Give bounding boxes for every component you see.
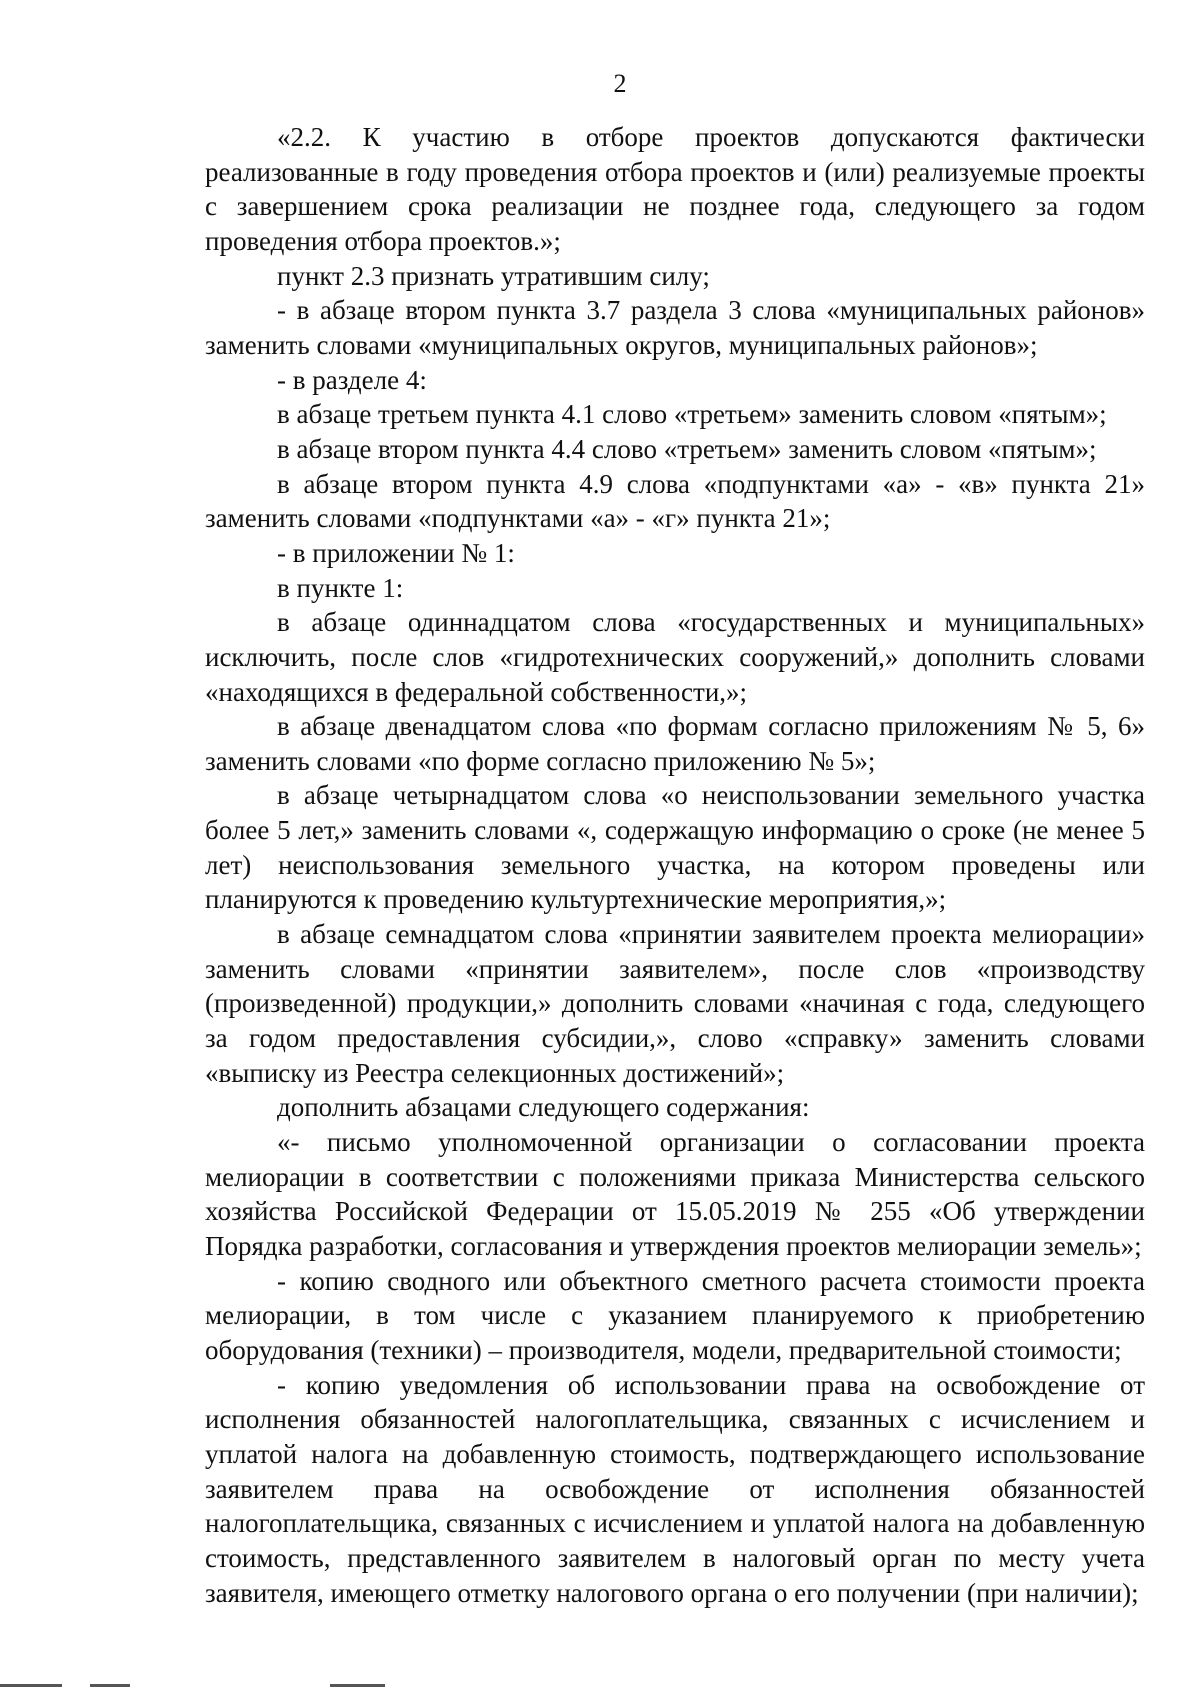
paragraph-item-4-9: в абзаце втором пункта 4.9 слова «подпунктами «а» - «в» пункта 21» заменить словами «подпунктами «а» - «г» пункта 21»; [205,468,1145,534]
document-body [205,120,1145,1610]
paragraph-appendix-1: - в приложении № 1: [277,537,515,568]
paragraph-add-abzacs: дополнить абзацами следующего содержания: [277,1092,810,1123]
paragraph-item-3-7: - в абзаце втором пункта 3.7 раздела 3 слова «муниципальных районов» заменить словами «муниципальных округов, муниципальных районов»; [205,295,1145,360]
paragraph-item-2-3-void: пункт 2.3 признать утратившим силу; [277,260,710,291]
paragraph-eleventh-abzac: в абзаце одиннадцатом слова «государственных и муниципальных» исключить, после слов «гидротехнических сооружений,» дополнить словами «находящихся в федеральной собственности,»; [205,607,1145,707]
scan-artifact-3 [330,1684,385,1687]
paragraph-section-4: - в разделе 4: [277,364,427,395]
paragraph-estimate-copy: - копию сводного или объектного сметного расчета стоимости проекта мелиорации, в том числе с указанием планируемого к приобретению оборудования (техники) – производителя, модели, предварительной стоимости; [205,1265,1145,1365]
page-number: 2 [613,69,627,98]
paragraph-fourteenth-abzac: в абзаце четырнадцатом слова «о неиспользовании земельного участка более 5 лет,» заменить словами «, содержащую информацию о сроке (не менее 5 лет) неиспользования земельного участка, на котором проведены или планируются к проведению культуртехнические мероприятия,»; [205,780,1145,915]
paragraph-seventeenth-abzac: в абзаце семнадцатом слова «принятии заявителем проекта мелиорации» заменить словами «принятии заявителем», после слов «производству (произведенной) продукции,» дополнить словами «начиная с года, следующего за годом предоставления субсидии,», слово «справку» заменить словами «выписку из Реестра селекционных достижений»; [205,919,1145,1088]
paragraph-2-2: «2.2. К участию в отборе проектов допускаются фактически реализованные в году проведения отбора проектов и (или) реализуемые проекты с завершением срока реализации не позднее года, следующего за годом проведения отбора проектов.»; [205,122,1145,256]
paragraph-notification-copy: - копию уведомления об использовании права на освобождение от исполнения обязанностей налогоплательщика, связанных с исчислением и уплатой налога на добавленную стоимость, подтверждающего использование заявителем права на освобождение от исполнения обязанностей налогоплательщика, связанных с исчислением и уплатой налога на добавленную стоимость, представленного заявителем в налоговый орган по месту учета заявителя, имеющего отметку налогового органа о его получении (при наличии); [205,1369,1145,1608]
paragraph-letter-organization: «- письмо уполномоченной организации о согласовании проекта мелиорации в соответствии с положениями приказа Министерства сельского хозяйства Российской Федерации от 15.05.2019 № 255 «Об утверждении Порядка разработки, согласования и утверждения проектов мелиорации земель»; [205,1127,1145,1261]
paragraph-item-4-4: в абзаце втором пункта 4.4 слово «третьем» заменить словом «пятым»; [277,433,1097,464]
paragraph-appendix-item-1: в пункте 1: [277,572,404,603]
scan-artifact-1 [0,1684,62,1687]
paragraph-item-4-1: в абзаце третьем пункта 4.1 слово «третьем» заменить словом «пятым»; [277,399,1107,430]
paragraph-twelfth-abzac: в абзаце двенадцатом слова «по формам согласно приложениям № 5, 6» заменить словами «по форме согласно приложению № 5»; [205,711,1145,776]
scan-artifact-2 [90,1684,130,1687]
